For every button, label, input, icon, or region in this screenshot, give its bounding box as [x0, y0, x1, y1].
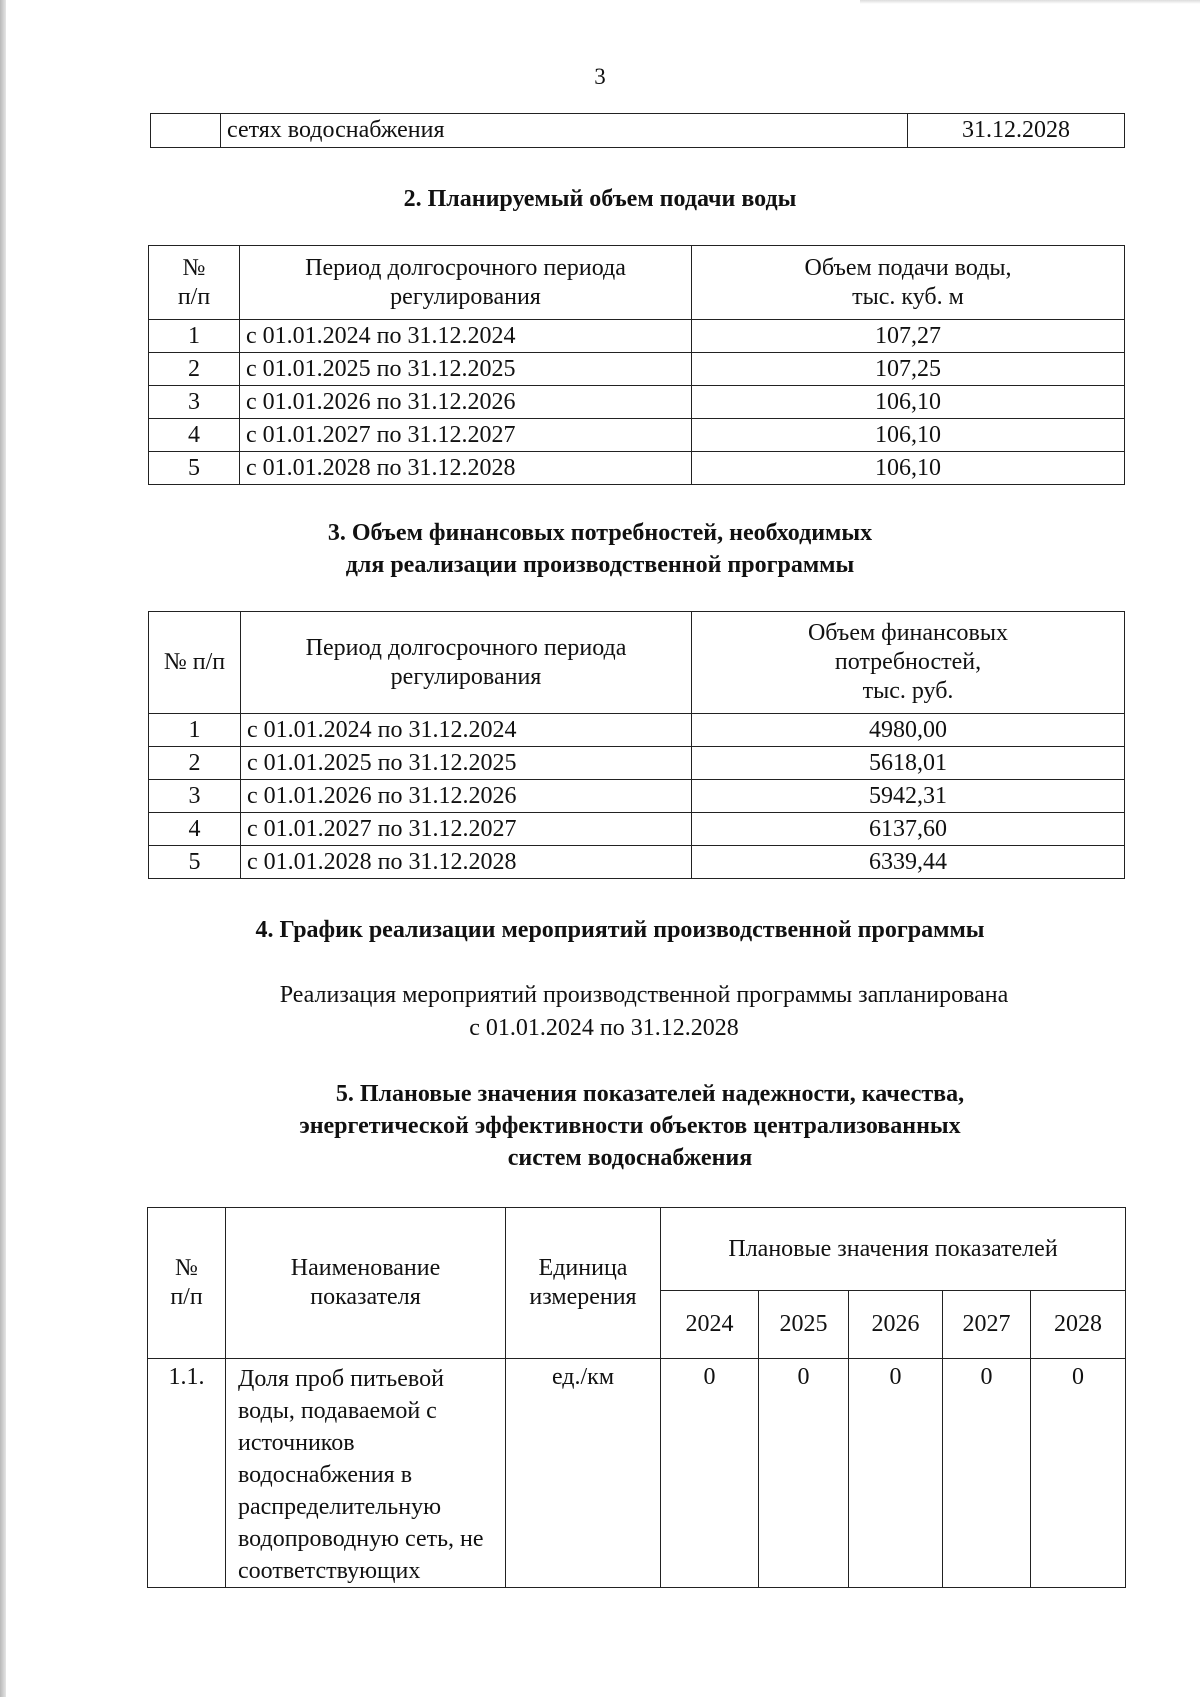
header-planned-values: Плановые значения показателей	[661, 1208, 1126, 1291]
row-num: 1	[149, 320, 240, 353]
row-period: с 01.01.2028 по 31.12.2028	[241, 846, 692, 879]
header-period: Период долгосрочного периода регулирования	[241, 612, 692, 714]
row-num: 2	[149, 747, 241, 780]
row-value: 0	[849, 1359, 943, 1588]
section-2-title: 2. Планируемый объем подачи воды	[403, 186, 797, 212]
header-period: Период долгосрочного периода регулирования	[240, 246, 692, 320]
row-num: 5	[149, 846, 241, 879]
water-supply-table	[148, 245, 1125, 485]
row-num: 3	[149, 386, 240, 419]
table-row	[149, 320, 1125, 353]
header-year: 2027	[943, 1291, 1031, 1359]
header-volume: Объем подачи воды, тыс. куб. м	[692, 246, 1125, 320]
row-value: 0	[759, 1359, 849, 1588]
row-num: 3	[149, 780, 241, 813]
table-cell-empty	[151, 114, 221, 148]
row-num: 5	[149, 452, 240, 485]
section-5-title-line1: 5. Плановые значения показателей надежности, качества,	[335, 1081, 965, 1107]
table-header-row	[148, 1208, 1126, 1291]
header-financial: Объем финансовых потребностей, тыс. руб.	[692, 612, 1125, 714]
header-year: 2028	[1031, 1291, 1126, 1359]
row-period: с 01.01.2025 по 31.12.2025	[241, 747, 692, 780]
row-period: с 01.01.2027 по 31.12.2027	[240, 419, 692, 452]
row-value: 4980,00	[692, 714, 1125, 747]
table-row	[149, 813, 1125, 846]
table-row	[149, 353, 1125, 386]
header-indicator-name: Наименование показателя	[226, 1208, 506, 1359]
page-number: 3	[594, 64, 606, 89]
table-row	[149, 846, 1125, 879]
section-3-title	[0, 517, 1200, 581]
scan-page-edge	[0, 0, 6, 1697]
table-header-row	[149, 246, 1125, 320]
section-5-title-line3: систем водоснабжения	[507, 1145, 753, 1171]
row-period: с 01.01.2024 по 31.12.2024	[240, 320, 692, 353]
financial-needs-table	[148, 611, 1125, 879]
table-row	[149, 386, 1125, 419]
table-row	[149, 714, 1125, 747]
row-value: 0	[1031, 1359, 1126, 1588]
section-4-text	[44, 979, 1200, 1045]
header-year: 2025	[759, 1291, 849, 1359]
table-row	[149, 780, 1125, 813]
header-unit: Единица измерения	[506, 1208, 661, 1359]
row-num: 1	[149, 714, 241, 747]
row-unit: ед./км	[506, 1359, 661, 1588]
row-period: с 01.01.2025 по 31.12.2025	[240, 353, 692, 386]
indicators-table	[147, 1207, 1126, 1588]
row-num: 4	[149, 813, 241, 846]
table-row	[149, 419, 1125, 452]
row-num: 2	[149, 353, 240, 386]
scan-page-edge-top	[860, 0, 1200, 4]
section-4-text-line2: с 01.01.2024 по 31.12.2028	[469, 1015, 739, 1041]
table-row	[148, 1359, 1126, 1588]
table-row	[149, 452, 1125, 485]
table-row	[149, 747, 1125, 780]
row-indicator-name: Доля проб питьевой воды, подаваемой с источников водоснабжения в распределительную водопроводную сеть, не соответствующих	[226, 1359, 506, 1588]
row-value: 6339,44	[692, 846, 1125, 879]
section-5-title-line2: энергетической эффективности объектов централизованных	[299, 1113, 961, 1139]
section-3-title-line1: 3. Объем финансовых потребностей, необходимых	[327, 520, 873, 546]
row-value: 107,27	[692, 320, 1125, 353]
header-num: № п/п	[149, 612, 241, 714]
section-4-text-line1: Реализация мероприятий производственной программы запланирована	[279, 982, 1009, 1008]
header-year: 2026	[849, 1291, 943, 1359]
section-5-title	[30, 1078, 1200, 1174]
continuation-table	[150, 113, 1125, 148]
table-row	[151, 114, 1125, 148]
row-value: 106,10	[692, 419, 1125, 452]
section-3-title-line2: для реализации производственной программы	[345, 552, 855, 578]
row-period: с 01.01.2028 по 31.12.2028	[240, 452, 692, 485]
row-value: 5618,01	[692, 747, 1125, 780]
table-header-row	[149, 612, 1125, 714]
row-value: 106,10	[692, 452, 1125, 485]
row-value: 0	[943, 1359, 1031, 1588]
row-num: 1.1.	[148, 1359, 226, 1588]
header-num: № п/п	[148, 1208, 226, 1359]
row-value: 0	[661, 1359, 759, 1588]
row-value: 5942,31	[692, 780, 1125, 813]
row-value: 107,25	[692, 353, 1125, 386]
row-period: с 01.01.2024 по 31.12.2024	[241, 714, 692, 747]
row-num: 4	[149, 419, 240, 452]
row-value: 6137,60	[692, 813, 1125, 846]
row-period: с 01.01.2027 по 31.12.2027	[241, 813, 692, 846]
table-cell-text: сетях водоснабжения	[221, 114, 908, 148]
row-period: с 01.01.2026 по 31.12.2026	[241, 780, 692, 813]
row-value: 106,10	[692, 386, 1125, 419]
row-period: с 01.01.2026 по 31.12.2026	[240, 386, 692, 419]
table-cell-date: 31.12.2028	[908, 114, 1125, 148]
section-4-title: 4. График реализации мероприятий производственной программы	[255, 917, 985, 943]
header-num: № п/п	[149, 246, 240, 320]
header-year: 2024	[661, 1291, 759, 1359]
